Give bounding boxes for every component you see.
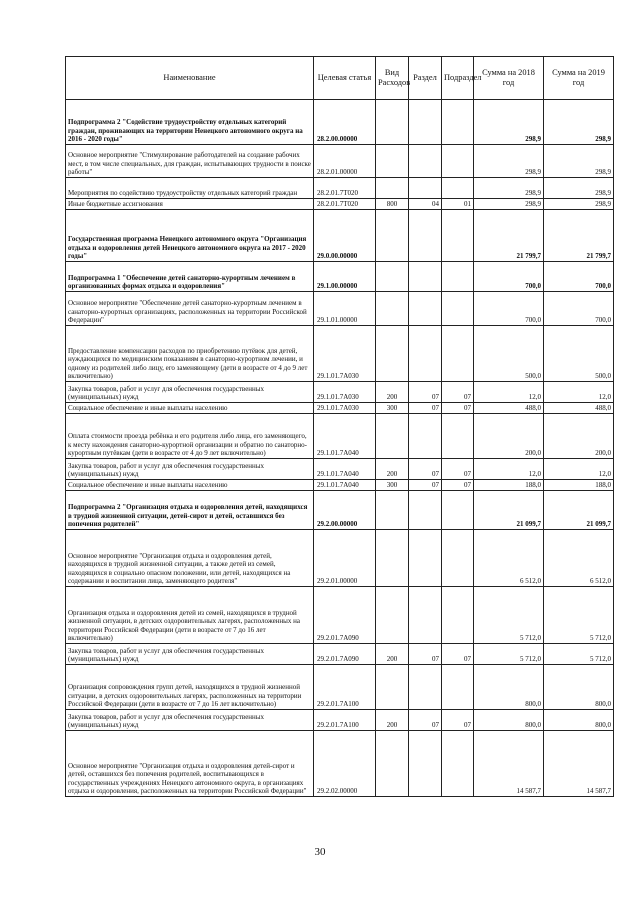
row-podrazdel: 07 bbox=[442, 403, 474, 414]
row-podrazdel bbox=[442, 210, 474, 262]
table-row bbox=[66, 710, 614, 731]
header-sum-2019: Сумма на 2019 год bbox=[544, 57, 614, 100]
row-podrazdel bbox=[442, 530, 474, 587]
table-row bbox=[66, 403, 614, 414]
table-row bbox=[66, 530, 614, 587]
row-code: 29.2.01.7А100 bbox=[314, 665, 376, 710]
row-razdel bbox=[409, 262, 442, 292]
table-row bbox=[66, 480, 614, 491]
row-sum-2019: 5 712,0 bbox=[544, 587, 614, 644]
row-name: Государственная программа Ненецкого автономного округа "Организация отдыха и оздоровления детей Ненецкого автономного округа на 2017 - 2020 годы" bbox=[66, 210, 314, 262]
row-name: Оплата стоимости проезда ребёнка и его родителя либо лица, его заменяющего, к месту нахождения санаторно-курортной организации и обратно по санаторно-курортным путёвкам (дети в возрасте от 4 до 9 лет включительно) bbox=[66, 414, 314, 459]
row-sum-2019: 298,9 bbox=[544, 100, 614, 145]
row-code: 29.2.01.7А100 bbox=[314, 710, 376, 731]
row-razdel bbox=[409, 326, 442, 382]
row-sum-2019: 500,0 bbox=[544, 326, 614, 382]
row-podrazdel: 07 bbox=[442, 644, 474, 665]
budget-table bbox=[65, 56, 614, 797]
row-sum-2018: 488,0 bbox=[474, 403, 544, 414]
row-name: Закупка товаров, работ и услуг для обеспечения государственных (муниципальных) нужд bbox=[66, 710, 314, 731]
row-name: Иные бюджетные ассигнования bbox=[66, 199, 314, 210]
row-code: 29.2.02.00000 bbox=[314, 731, 376, 797]
row-sum-2018: 800,0 bbox=[474, 710, 544, 731]
header-sum-2018: Сумма на 2018 год bbox=[474, 57, 544, 100]
row-podrazdel bbox=[442, 100, 474, 145]
row-sum-2018: 700,0 bbox=[474, 292, 544, 326]
row-podrazdel: 07 bbox=[442, 710, 474, 731]
row-name: Основное мероприятие "Организация отдыха и оздоровления детей-сирот и детей, оставшихся без попечения родителей, воспитывающихся в государственных учреждениях Ненецкого автономного округа, в организациях отдыха и оздоровления, расположенных на территории Российской Федерации" bbox=[66, 731, 314, 797]
page-number: 30 bbox=[314, 846, 326, 858]
row-sum-2019: 188,0 bbox=[544, 480, 614, 491]
row-code: 29.0.00.00000 bbox=[314, 210, 376, 262]
row-razdel bbox=[409, 145, 442, 178]
row-podrazdel: 07 bbox=[442, 459, 474, 480]
row-code: 29.1.00.00000 bbox=[314, 262, 376, 292]
row-sum-2019: 488,0 bbox=[544, 403, 614, 414]
row-sum-2019: 298,9 bbox=[544, 178, 614, 199]
table-row bbox=[66, 199, 614, 210]
header-target-article: Целевая статья bbox=[314, 57, 376, 100]
row-razdel bbox=[409, 731, 442, 797]
row-sum-2018: 5 712,0 bbox=[474, 587, 544, 644]
row-sum-2018: 298,9 bbox=[474, 145, 544, 178]
row-vid: 200 bbox=[376, 382, 409, 403]
row-vid: 200 bbox=[376, 459, 409, 480]
row-podrazdel bbox=[442, 414, 474, 459]
row-vid: 800 bbox=[376, 199, 409, 210]
row-razdel bbox=[409, 530, 442, 587]
row-code: 29.2.01.00000 bbox=[314, 530, 376, 587]
row-podrazdel: 01 bbox=[442, 199, 474, 210]
row-name: Мероприятия по содействию трудоустройству отдельных категорий граждан bbox=[66, 178, 314, 199]
row-sum-2018: 500,0 bbox=[474, 326, 544, 382]
row-sum-2018: 14 587,7 bbox=[474, 731, 544, 797]
row-razdel bbox=[409, 292, 442, 326]
table-row bbox=[66, 459, 614, 480]
table-row bbox=[66, 414, 614, 459]
row-sum-2018: 12,0 bbox=[474, 382, 544, 403]
row-vid bbox=[376, 292, 409, 326]
table-row bbox=[66, 326, 614, 382]
row-vid bbox=[376, 491, 409, 530]
row-razdel: 07 bbox=[409, 480, 442, 491]
row-razdel bbox=[409, 414, 442, 459]
row-podrazdel bbox=[442, 178, 474, 199]
row-sum-2019: 21 799,7 bbox=[544, 210, 614, 262]
table-row bbox=[66, 100, 614, 145]
header-name: Наименование bbox=[66, 57, 314, 100]
row-vid bbox=[376, 326, 409, 382]
row-name: Основное мероприятие "Организация отдыха и оздоровления детей, находящихся в трудной жизненной ситуации, а также детей из семей, находящихся в социально опасном положении, или детей, находящихся на содержании и воспитании лица, заменяющего родителя" bbox=[66, 530, 314, 587]
row-razdel: 07 bbox=[409, 644, 442, 665]
row-podrazdel: 07 bbox=[442, 382, 474, 403]
row-razdel bbox=[409, 178, 442, 199]
row-vid bbox=[376, 178, 409, 199]
row-razdel bbox=[409, 100, 442, 145]
row-vid bbox=[376, 210, 409, 262]
row-name: Подпрограмма 2 "Содействие трудоустройству отдельных категорий граждан, проживающих на территории Ненецкого автономного округа на 2016 - 2020 годы" bbox=[66, 100, 314, 145]
row-sum-2018: 298,9 bbox=[474, 100, 544, 145]
row-code: 28.2.01.00000 bbox=[314, 145, 376, 178]
row-vid bbox=[376, 262, 409, 292]
row-razdel bbox=[409, 587, 442, 644]
row-vid: 200 bbox=[376, 710, 409, 731]
row-podrazdel bbox=[442, 665, 474, 710]
header-section: Раздел bbox=[409, 57, 442, 100]
row-name: Закупка товаров, работ и услуг для обеспечения государственных (муниципальных) нужд bbox=[66, 382, 314, 403]
row-name: Предоставление компенсации расходов по приобретению путёвок для детей, нуждающихся по медицинским показаниям в санаторно-курортном лечении, и одному из родителей либо лицу, его заменяющему (дети в возрасте от 4 до 9 лет включительно) bbox=[66, 326, 314, 382]
row-code: 29.1.01.7А040 bbox=[314, 459, 376, 480]
table-row bbox=[66, 178, 614, 199]
header-expense-type: Вид Расходов bbox=[376, 57, 409, 100]
row-podrazdel bbox=[442, 262, 474, 292]
row-sum-2018: 298,9 bbox=[474, 178, 544, 199]
row-sum-2019: 6 512,0 bbox=[544, 530, 614, 587]
row-code: 29.2.01.7А090 bbox=[314, 644, 376, 665]
row-name: Социальное обеспечение и иные выплаты населению bbox=[66, 403, 314, 414]
row-code: 28.2.00.00000 bbox=[314, 100, 376, 145]
row-razdel bbox=[409, 210, 442, 262]
row-razdel: 04 bbox=[409, 199, 442, 210]
row-sum-2019: 800,0 bbox=[544, 665, 614, 710]
row-podrazdel bbox=[442, 491, 474, 530]
row-sum-2019: 21 099,7 bbox=[544, 491, 614, 530]
table-row bbox=[66, 665, 614, 710]
row-vid: 300 bbox=[376, 480, 409, 491]
table-row bbox=[66, 145, 614, 178]
row-sum-2018: 298,9 bbox=[474, 199, 544, 210]
row-code: 28.2.01.7Т020 bbox=[314, 199, 376, 210]
row-sum-2019: 298,9 bbox=[544, 199, 614, 210]
row-razdel: 07 bbox=[409, 710, 442, 731]
row-sum-2018: 12,0 bbox=[474, 459, 544, 480]
row-name: Подпрограмма 2 "Организация отдыха и оздоровления детей, находящихся в трудной жизненной ситуации, детей-сирот и детей, оставшихся без попечения родителей" bbox=[66, 491, 314, 530]
row-sum-2018: 200,0 bbox=[474, 414, 544, 459]
row-sum-2019: 700,0 bbox=[544, 262, 614, 292]
row-sum-2018: 21 799,7 bbox=[474, 210, 544, 262]
row-sum-2018: 188,0 bbox=[474, 480, 544, 491]
table-row bbox=[66, 262, 614, 292]
row-sum-2019: 14 587,7 bbox=[544, 731, 614, 797]
row-podrazdel bbox=[442, 326, 474, 382]
row-vid bbox=[376, 731, 409, 797]
table-row bbox=[66, 731, 614, 797]
row-name: Социальное обеспечение и иные выплаты населению bbox=[66, 480, 314, 491]
row-name: Организация сопровождения групп детей, находящихся в трудной жизненной ситуации, в детских оздоровительных лагерях, расположенных на территории Российской Федерации (дети в возрасте от 7 до 16 лет включительно) bbox=[66, 665, 314, 710]
row-sum-2019: 700,0 bbox=[544, 292, 614, 326]
row-vid: 300 bbox=[376, 403, 409, 414]
row-name: Закупка товаров, работ и услуг для обеспечения государственных (муниципальных) нужд bbox=[66, 459, 314, 480]
row-vid bbox=[376, 145, 409, 178]
row-vid bbox=[376, 100, 409, 145]
row-code: 29.1.01.7А030 bbox=[314, 403, 376, 414]
row-razdel: 07 bbox=[409, 459, 442, 480]
table-row bbox=[66, 587, 614, 644]
row-vid bbox=[376, 665, 409, 710]
row-sum-2019: 200,0 bbox=[544, 414, 614, 459]
row-name: Закупка товаров, работ и услуг для обеспечения государственных (муниципальных) нужд bbox=[66, 644, 314, 665]
row-name: Подпрограмма 1 "Обеспечение детей санаторно-курортным лечением в организованных формах отдыха и оздоровления" bbox=[66, 262, 314, 292]
row-podrazdel bbox=[442, 145, 474, 178]
row-code: 29.1.01.7А030 bbox=[314, 326, 376, 382]
row-sum-2018: 6 512,0 bbox=[474, 530, 544, 587]
row-code: 29.1.01.00000 bbox=[314, 292, 376, 326]
row-code: 28.2.01.7Т020 bbox=[314, 178, 376, 199]
row-vid bbox=[376, 414, 409, 459]
row-sum-2019: 5 712,0 bbox=[544, 644, 614, 665]
row-code: 29.2.00.00000 bbox=[314, 491, 376, 530]
table-row bbox=[66, 491, 614, 530]
table-row bbox=[66, 382, 614, 403]
row-name: Основное мероприятие "Стимулирование работодателей на создание рабочих мест, в том числе специальных, для граждан, испытывающих трудности в поиске работы" bbox=[66, 145, 314, 178]
row-razdel: 07 bbox=[409, 403, 442, 414]
row-sum-2019: 12,0 bbox=[544, 459, 614, 480]
table-row bbox=[66, 210, 614, 262]
row-vid: 200 bbox=[376, 644, 409, 665]
row-sum-2019: 800,0 bbox=[544, 710, 614, 731]
row-sum-2018: 700,0 bbox=[474, 262, 544, 292]
row-code: 29.2.01.7А090 bbox=[314, 587, 376, 644]
row-vid bbox=[376, 530, 409, 587]
row-sum-2019: 12,0 bbox=[544, 382, 614, 403]
row-vid bbox=[376, 587, 409, 644]
row-podrazdel bbox=[442, 587, 474, 644]
row-name: Организация отдыха и оздоровления детей из семей, находящихся в трудной жизненной ситуации, в детских оздоровительных лагерях, расположенных на территории Российской Федерации (дети в возрасте от 7 до 16 лет включительно) bbox=[66, 587, 314, 644]
row-podrazdel: 07 bbox=[442, 480, 474, 491]
table-row bbox=[66, 644, 614, 665]
row-razdel bbox=[409, 665, 442, 710]
row-sum-2018: 21 099,7 bbox=[474, 491, 544, 530]
row-sum-2018: 800,0 bbox=[474, 665, 544, 710]
row-razdel: 07 bbox=[409, 382, 442, 403]
row-code: 29.1.01.7А040 bbox=[314, 414, 376, 459]
row-sum-2019: 298,9 bbox=[544, 145, 614, 178]
row-razdel bbox=[409, 491, 442, 530]
row-name: Основное мероприятие "Обеспечение детей санаторно-курортным лечением в санаторно-курортных организациях, расположенных на территории Российской Федерации" bbox=[66, 292, 314, 326]
table-header-row bbox=[66, 57, 614, 100]
row-podrazdel bbox=[442, 292, 474, 326]
row-podrazdel bbox=[442, 731, 474, 797]
header-subsection: Подраздел bbox=[442, 57, 474, 100]
row-code: 29.1.01.7А040 bbox=[314, 480, 376, 491]
row-sum-2018: 5 712,0 bbox=[474, 644, 544, 665]
row-code: 29.1.01.7А030 bbox=[314, 382, 376, 403]
table-row bbox=[66, 292, 614, 326]
